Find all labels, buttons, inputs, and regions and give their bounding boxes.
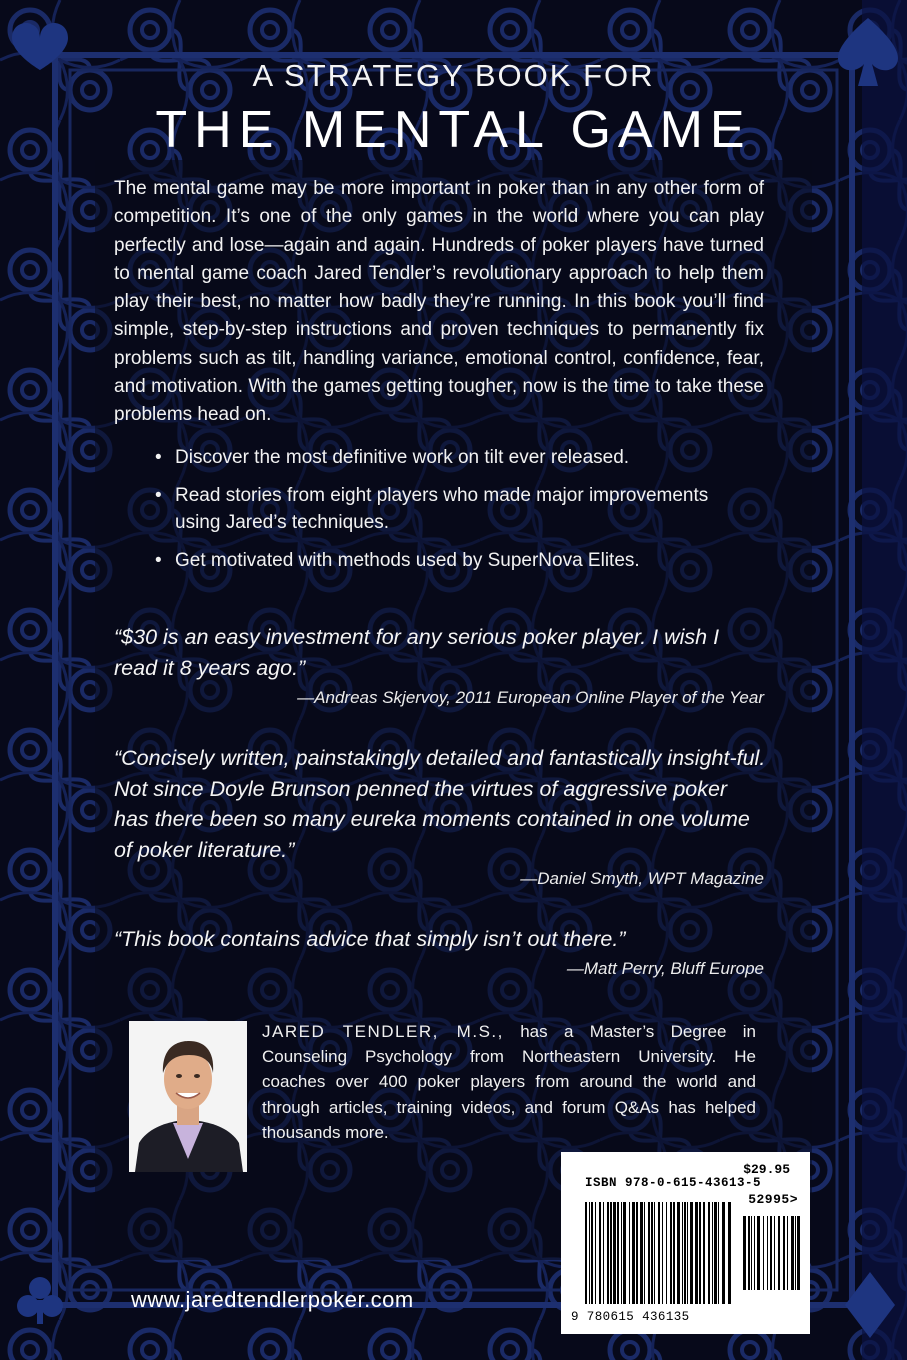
price-label: $29.95 (743, 1162, 790, 1177)
author-name: JARED TENDLER, M.S., (262, 1022, 504, 1041)
barcode-bars (583, 1194, 803, 1312)
book-description: The mental game may be more important in poker than in any other form of competition. It’s one of the only games in the world where you can play perfectly and lose—again and again. Hundreds of poker players have turned to mental game coach Jared Tendler’s revolutionary approach to help them play their best, no matter how badly they’re running. In this book you’ll find simple, step-by-step instructions and proven techniques to permanently fix problems such as tilt, handling variance, emotional control, confidence, fear, and motivation. With the games getting tougher, now is the time to take these problems head on. (114, 178, 764, 426)
author-photo (129, 1021, 247, 1172)
quote-text: “This book contains advice that simply isn’t out there.” (114, 927, 626, 951)
list-item: • Read stories from eight players who made major improvements using Jared’s techniques. (155, 482, 755, 536)
isbn-barcode (561, 1152, 810, 1334)
barcode-digits: 9 780615 436135 (571, 1310, 690, 1324)
book-title: THE MENTAL GAME (155, 101, 752, 159)
list-item: • Discover the most definitive work on tilt ever released. (155, 444, 755, 471)
quote-text: “$30 is an easy investment for any serious poker player. I wish I read it 8 years ago.” (114, 625, 720, 680)
author-bio-text: has a Master’s Degree in Counseling Psychology from Northeastern University. He coaches over 400 poker players from around the world and through articles, training videos, and forum Q&As has helped thousands more. (262, 1022, 756, 1142)
list-item: • Get motivated with methods used by SuperNova Elites. (155, 547, 755, 574)
quote-attribution: —Andreas Skjervoy, 2011 European Online Player of the Year (297, 688, 764, 707)
quote-attribution: —Matt Perry, Bluff Europe (566, 959, 764, 978)
website-link[interactable]: www.jaredtendlerpoker.com (131, 1287, 414, 1312)
author-bio (262, 1019, 756, 1145)
book-subtitle: A STRATEGY BOOK FOR (252, 58, 655, 93)
isbn-label: ISBN 978-0-615-43613-5 (585, 1176, 762, 1190)
quote-attribution: —Daniel Smyth, WPT Magazine (520, 869, 764, 888)
quote-text: “Concisely written, painstakingly detailed and fantastically insight-ful. Not since Doyle Brunson penned the virtues of aggressive poker has there been so many eureka moments contained in one volume of poker literature.” (114, 746, 766, 862)
feature-list (155, 444, 755, 585)
price-addon: 52995> (748, 1192, 798, 1207)
